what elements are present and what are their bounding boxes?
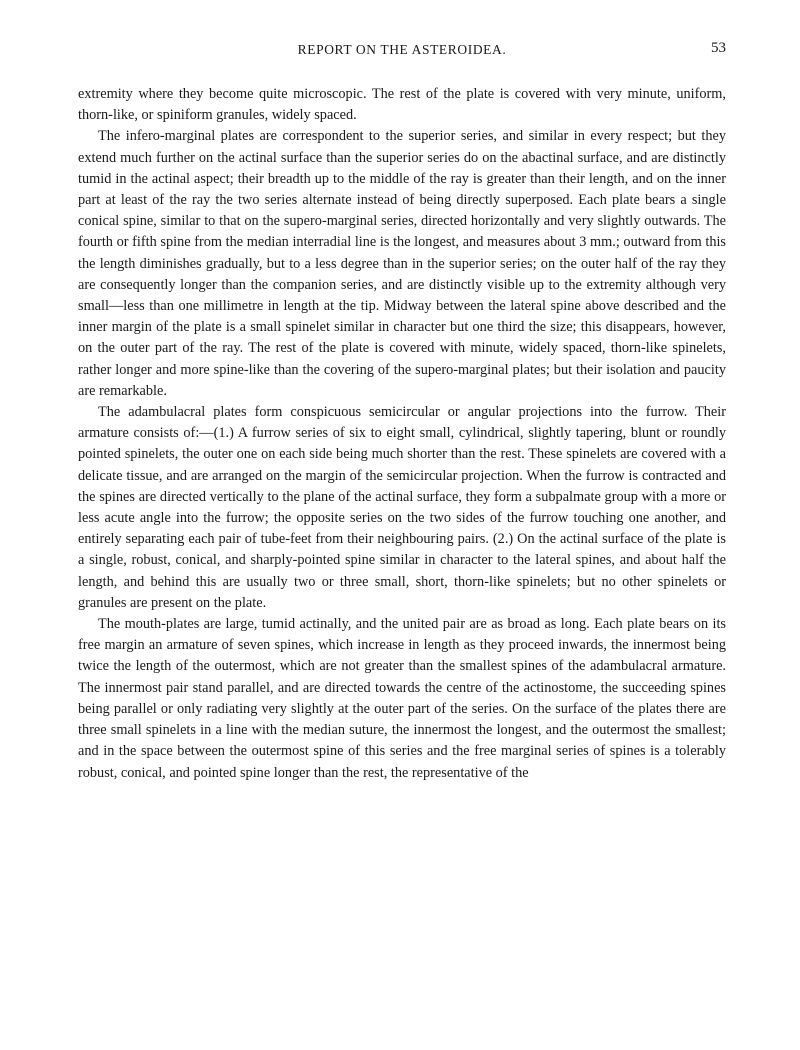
- paragraph-continuation: extremity where they become quite microscopic. The rest of the plate is covered with very minute, uniform, thorn-like, or spiniform granules, widely spaced.: [78, 86, 726, 124]
- running-header: [78, 38, 726, 68]
- running-title: REPORT ON THE ASTEROIDEA.: [297, 42, 507, 57]
- page-number: 53: [711, 40, 726, 56]
- paragraph-infero-marginal-plates: The infero-marginal plates are correspondent to the superior series, and similar in every respect; but they extend much further on the actinal surface than the superior series do on the abactinal surface, and are distinctly tumid in the actinal aspect; their breadth up to the middle of the ray is greater than their length, and on the inner part at least of the ray the two series alternate instead of being directly superposed. Each plate bears a single conical spine, similar to that on the supero-marginal series, directed horizontally and very slightly outwards. The fourth or fifth spine from the median interradial line is the longest, and measures about 3 mm.; outward from this the length diminishes gradually, but to a less degree than in the superior series; on the outer half of the ray they are consequently longer than the companion series, and are distinctly visible up to the extremity although very small—less than one millimetre in length at the tip. Midway between the lateral spine above described and the inner margin of the plate is a small spinelet similar in character but one third the size; this disappears, however, on the outer part of the ray. The rest of the plate is covered with minute, widely spaced, thorn-like spinelets, rather longer and more spine-like than the covering of the supero-marginal plates; but their isolation and paucity are remarkable.: [78, 128, 726, 399]
- paragraph-adambulacral-plates: The adambulacral plates form conspicuous semicircular or angular projections into the furrow. Their armature consists of:—(1.) A furrow series of six to eight small, cylindrical, slightly tapering, blunt or roundly pointed spinelets, the outer one on each side being much shorter than the rest. These spinelets are covered with a delicate tissue, and are arranged on the margin of the semicircular projection. When the furrow is contracted and the spines are directed vertically to the plane of the actinal surface, they form a subpalmate group with a more or less acute angle into the furrow; the opposite series on the two sides of the furrow touching one another, and entirely separating each pair of tube-feet from their neighbouring pairs. (2.) On the actinal surface of the plate is a single, robust, conical, and sharply-pointed spine similar in character to the lateral spines, and about half the length, and behind this are usually two or three small, short, thorn-like spinelets; but no other spinelets or granules are present on the plate.: [78, 404, 726, 611]
- body-text: [78, 84, 726, 784]
- paragraph-mouth-plates: The mouth-plates are large, tumid actinally, and the united pair are as broad as long. Each plate bears on its free margin an armature of seven spines, which increase in length as they proceed inwards, the innermost being twice the length of the outermost, which are not greater than the smallest spines of the adambulacral armature. The innermost pair stand parallel, and are directed towards the centre of the actinostome, the succeeding spines being parallel or only radiating very slightly at the outer part of the series. On the surface of the plates there are three small spinelets in a line with the median suture, the innermost the longest, and the outermost the smallest; and in the space between the outermost spine of this series and the free marginal series of spines is a tolerably robust, conical, and pointed spine longer than the rest, the representative of the: [78, 616, 726, 781]
- document-page: [78, 38, 726, 784]
